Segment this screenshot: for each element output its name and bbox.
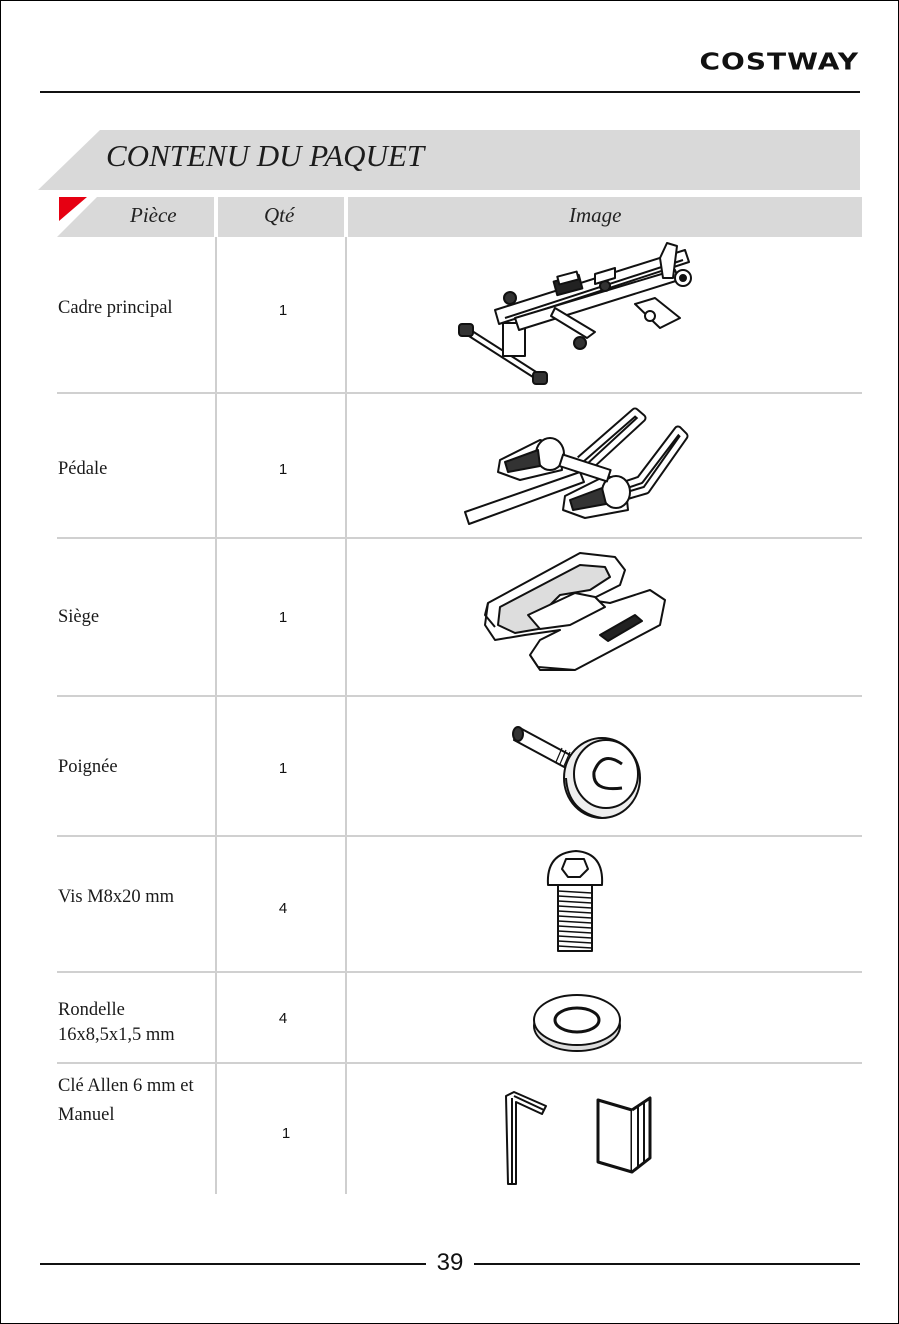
piece-qty: 1: [278, 609, 288, 626]
piece-qty: 1: [278, 302, 288, 319]
piece-name: Vis M8x20 mm: [58, 887, 175, 907]
column-header-qty: Qté: [264, 203, 295, 227]
column-header-image: Image: [569, 203, 622, 227]
piece-name-line-1: Clé Allen 6 mm et: [58, 1076, 194, 1096]
screw-icon: [540, 845, 610, 957]
knob-icon: [510, 712, 645, 822]
footer-rule-right: [474, 1263, 860, 1265]
piece-name-line-1: Rondelle: [58, 1000, 125, 1020]
page-number: 39: [436, 1249, 464, 1276]
piece-name: Cadre principal: [58, 298, 173, 318]
column-divider: [215, 237, 217, 1194]
pedal-icon: [460, 400, 700, 530]
piece-qty: 4: [278, 1010, 288, 1027]
section-title: CONTENU DU PAQUET: [106, 138, 425, 173]
piece-name-line-2: 16x8,5x1,5 mm: [58, 1025, 175, 1045]
piece-qty: 1: [278, 461, 288, 478]
row-divider: [57, 1062, 862, 1064]
piece-name: Pédale: [58, 459, 108, 479]
row-divider: [57, 537, 862, 539]
main-frame-icon: [455, 238, 705, 388]
row-divider: [57, 835, 862, 837]
washer-icon: [530, 990, 625, 1056]
row-divider: [57, 392, 862, 394]
row-divider: [57, 971, 862, 973]
manual-icon: [592, 1092, 656, 1176]
footer-rule-left: [40, 1263, 426, 1265]
piece-qty: 1: [281, 1125, 291, 1142]
piece-qty: 1: [278, 760, 288, 777]
header-rule: [40, 91, 860, 93]
brand-logo: COSTWAY: [699, 48, 859, 76]
piece-name-line-2: Manuel: [58, 1105, 115, 1125]
piece-name: Siège: [58, 607, 100, 627]
piece-name: Poignée: [58, 757, 118, 777]
allen-key-icon: [500, 1088, 552, 1188]
seat-icon: [480, 545, 675, 680]
column-header-piece: Pièce: [130, 203, 177, 227]
column-divider: [345, 237, 347, 1194]
row-divider: [57, 695, 862, 697]
piece-qty: 4: [278, 900, 288, 917]
